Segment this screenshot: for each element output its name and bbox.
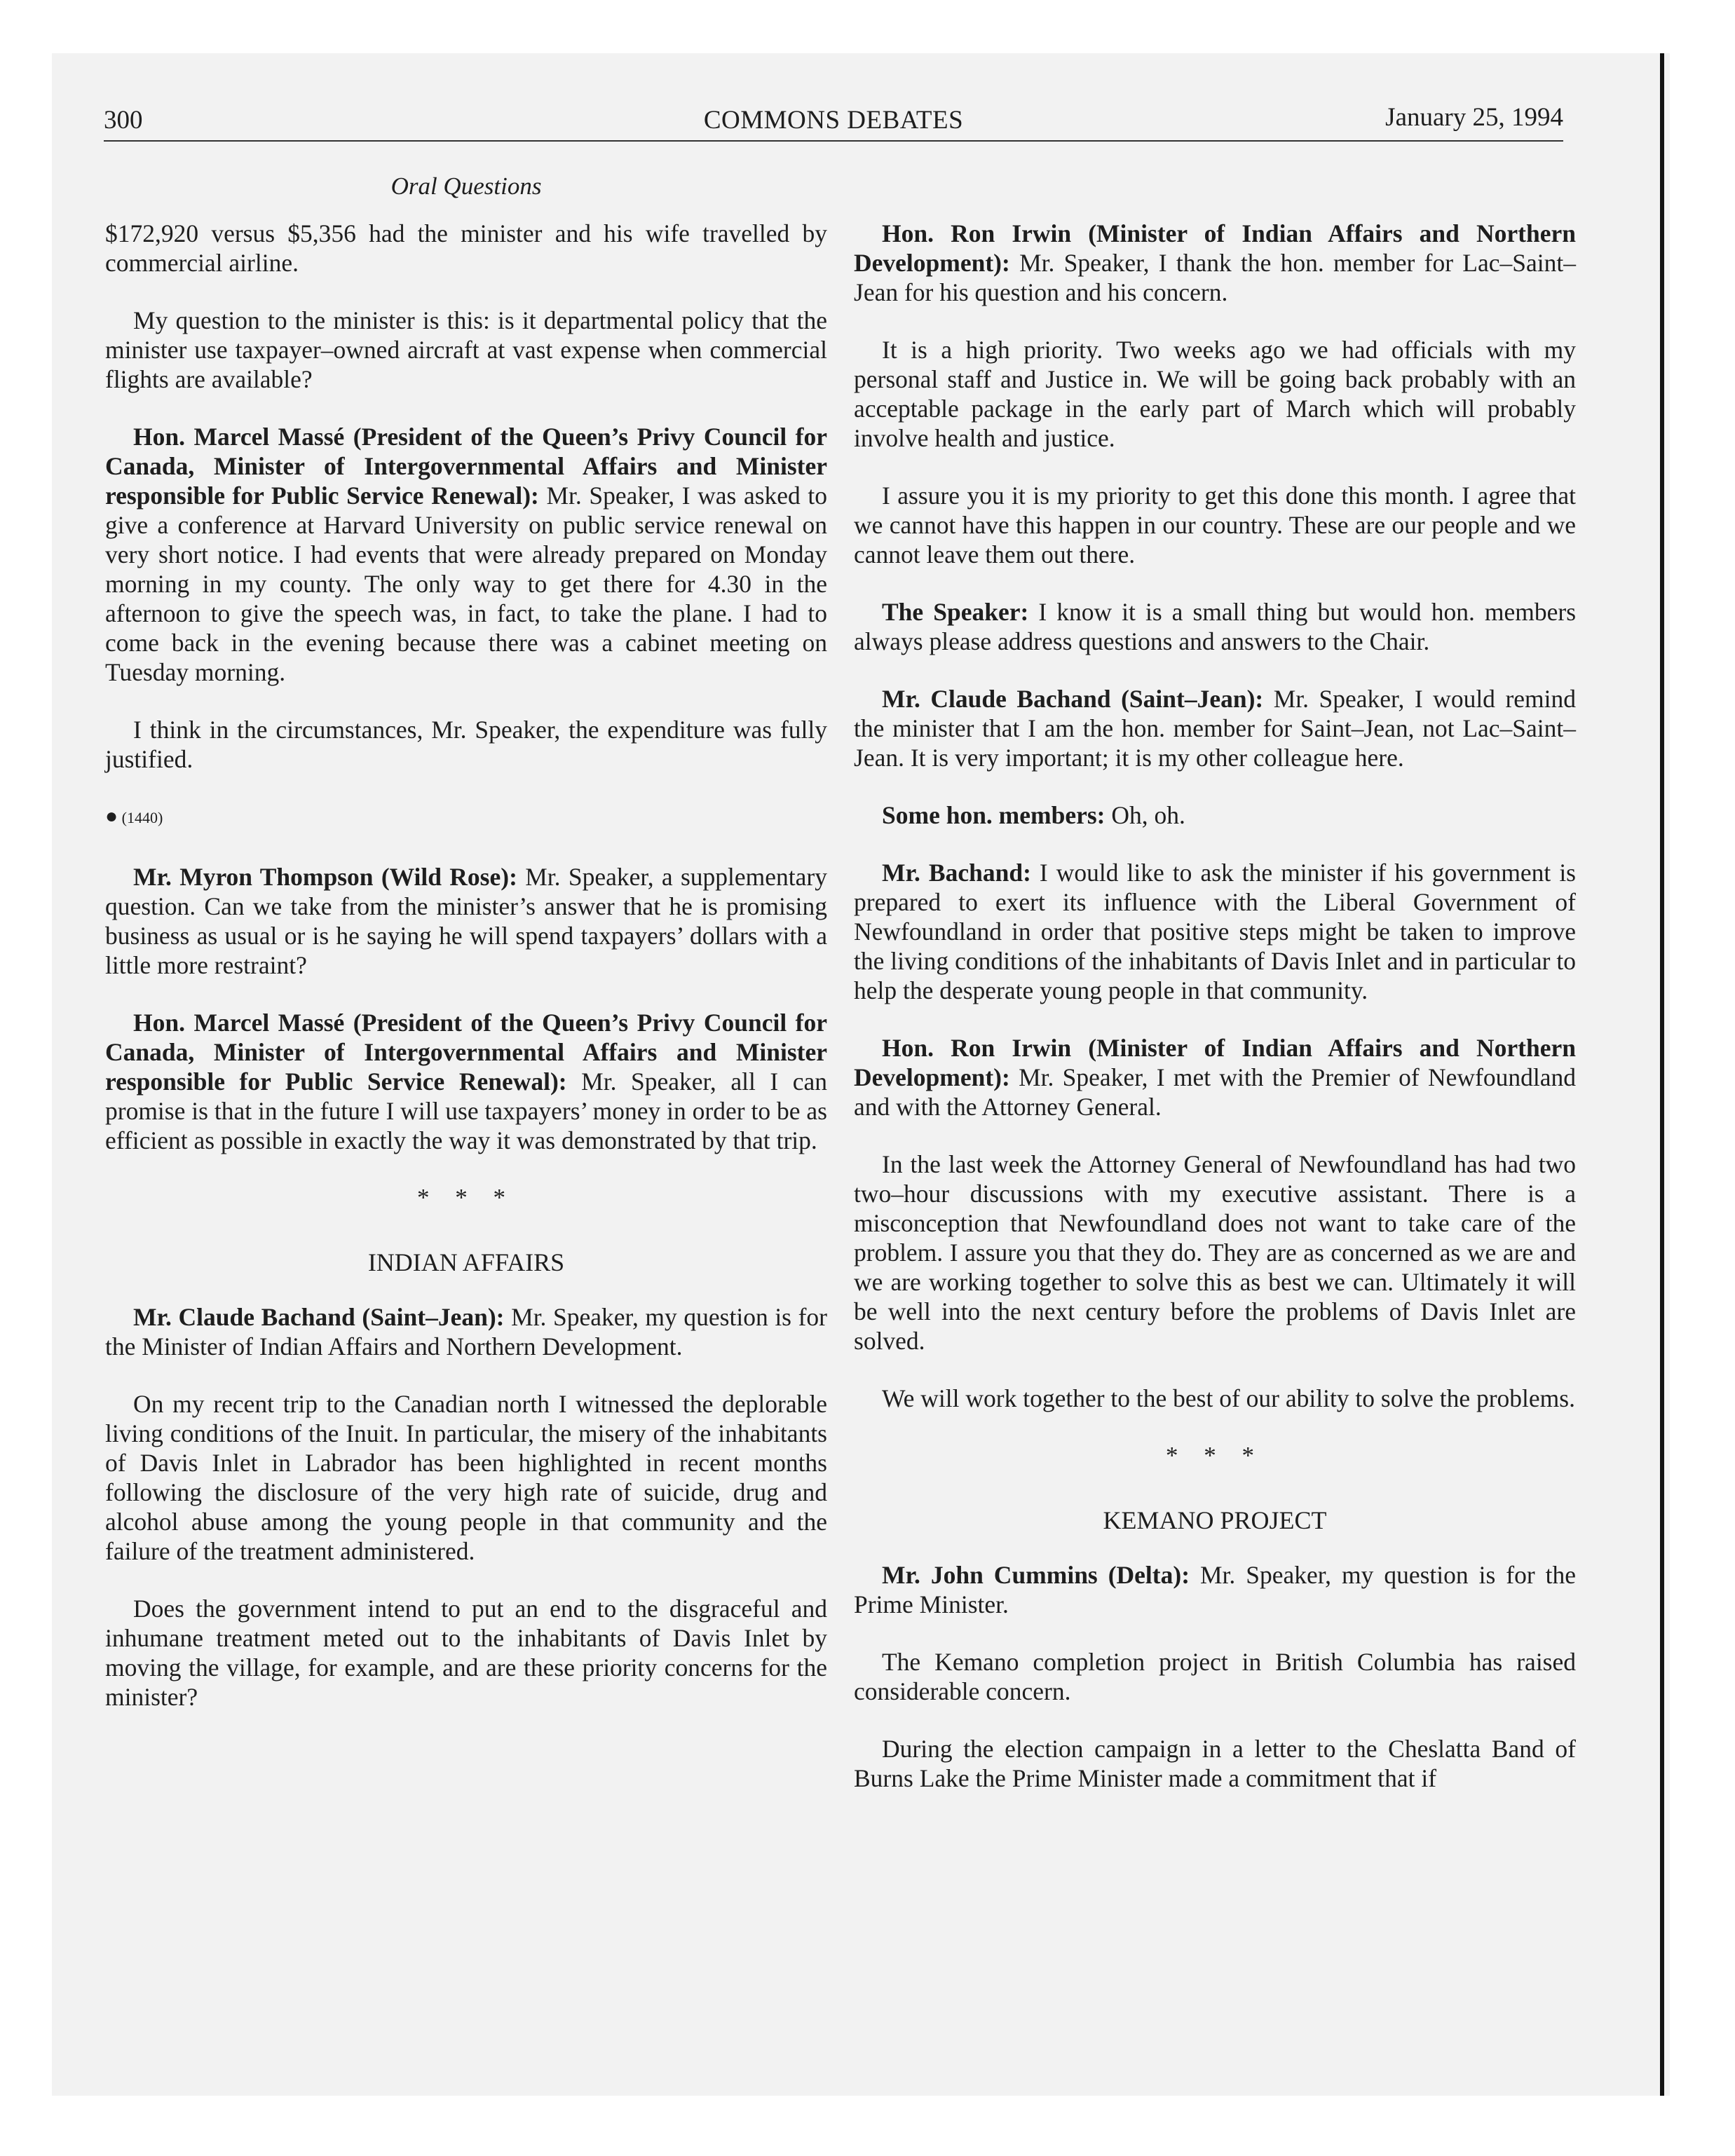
paragraph: It is a high priority. Two weeks ago we had officials with my personal staff and Justice in. We will be going back probably with an acceptable package in the early part of March which will probably involve health and justice. bbox=[854, 336, 1576, 452]
paragraph bbox=[105, 1008, 827, 1155]
speaker-name: Mr. Claude Bachand (Saint–Jean): bbox=[133, 1303, 505, 1331]
page-date: January 25, 1994 bbox=[1385, 103, 1563, 132]
paragraph: $172,920 versus $5,356 had the minister and his wife travelled by commercial airline. bbox=[105, 219, 827, 277]
page-header bbox=[104, 105, 1563, 142]
subject-heading: INDIAN AFFAIRS bbox=[367, 1248, 565, 1276]
speaker-name: Hon. Marcel Massé (President of the Queen’s Privy Council for Canada, Minister of Intergovernmental Affairs and Minister responsible for Public Service Renewal): bbox=[105, 423, 827, 510]
paragraph bbox=[854, 597, 1576, 656]
paragraph bbox=[854, 858, 1576, 1005]
speaker-name: Mr. Claude Bachand (Saint–Jean): bbox=[882, 685, 1264, 713]
paragraph: Does the government intend to put an end to the disgraceful and inhumane treatment meted out to the inhabitants of Davis Inlet by moving the village, for example, and are these priority concerns for the minister? bbox=[105, 1595, 827, 1711]
paragraph bbox=[854, 1033, 1576, 1121]
paragraph bbox=[105, 1302, 827, 1361]
speaker-name: Mr. Myron Thompson (Wild Rose): bbox=[133, 863, 517, 891]
bullet-icon: ● bbox=[105, 805, 118, 828]
speech-text: I know it is a small thing but would hon. members always please address questions and answers to the Chair. bbox=[854, 598, 1577, 655]
time-marker bbox=[105, 802, 827, 833]
section-title: Oral Questions bbox=[390, 172, 542, 200]
scan-edge-bar bbox=[1660, 53, 1664, 2096]
paragraph bbox=[854, 219, 1576, 307]
speaker-name: Mr. Bachand: bbox=[882, 859, 1031, 887]
paragraph bbox=[854, 1560, 1576, 1619]
left-column bbox=[105, 219, 827, 1740]
speaker-name: Hon. Ron Irwin (Minister of Indian Affairs and Northern Development): bbox=[854, 219, 1576, 277]
paragraph bbox=[854, 800, 1576, 830]
paragraph: During the election campaign in a letter to the Cheslatta Band of Burns Lake the Prime Minister made a commitment that if bbox=[854, 1735, 1576, 1792]
speech-text: Mr. Speaker, my question is for the Prime Minister. bbox=[854, 1561, 1576, 1618]
speech-text: I would like to ask the minister if his government is prepared to exert its influence with the Liberal Government of Newfoundland in order that positive steps might be taken to improve the living conditions of the inhabitants of Davis Inlet and in particular to help the desperate young people in that community. bbox=[854, 859, 1576, 1004]
section-separator: * * * bbox=[417, 1184, 515, 1211]
paragraph: On my recent trip to the Canadian north I witnessed the deplorable living conditions of the Inuit. In particular, the misery of the inhabitants of Davis Inlet in Labrador has been highlighted in recent months following the disclosure of the very high rate of suicide, drug and alcohol abuse among the young people in that community and the failure of the treatment administered. bbox=[105, 1390, 827, 1565]
publication-title: COMMONS DEBATES bbox=[703, 106, 964, 135]
speech-text: Oh, oh. bbox=[1105, 801, 1185, 829]
section-separator: * * * bbox=[1166, 1442, 1264, 1469]
speech-text: Mr. Speaker, I would remind the minister that I am the hon. member for Saint–Jean, not Lac–Saint–Jean. It is very important; it is my other colleague here. bbox=[854, 685, 1576, 772]
speech-text: Mr. Speaker, I thank the hon. member for Lac–Saint–Jean for his question and his concern. bbox=[854, 249, 1576, 306]
paragraph: In the last week the Attorney General of Newfoundland has had two two–hour discussions with my executive assistant. There is a misconception that Newfoundland does not want to take care of the problem. I assure you that they do. They are as concerned as we are and we are working together to solve this as best we can. Ultimately it will be well into the next century before the problems of Davis Inlet are solved. bbox=[854, 1150, 1576, 1355]
subject-heading: KEMANO PROJECT bbox=[1103, 1506, 1327, 1534]
paragraph: I assure you it is my priority to get this done this month. I agree that we cannot have this happen in our country. These are our people and we cannot leave them out there. bbox=[854, 482, 1576, 568]
page-number: 300 bbox=[104, 106, 143, 135]
paragraph bbox=[105, 862, 827, 980]
speaker-name: The Speaker: bbox=[882, 598, 1029, 626]
speech-text: Mr. Speaker, I met with the Premier of Newfoundland and with the Attorney General. bbox=[854, 1063, 1576, 1121]
speaker-name: Hon. Marcel Massé (President of the Queen’s Privy Council for Canada, Minister of Intergovernmental Affairs and Minister responsible for Public Service Renewal): bbox=[105, 1009, 827, 1096]
right-column bbox=[854, 219, 1576, 1821]
speech-text: Mr. Speaker, I was asked to give a conference at Harvard University on public service renewal on very short notice. I had events that were already prepared on Monday morning in my county. The only way to get there for 4.30 in the afternoon to give the speech was, in fact, to take the plane. I had to come back in the evening because there was a cabinet meeting on Tuesday morning. bbox=[105, 482, 827, 686]
paragraph: I think in the circumstances, Mr. Speaker, the expenditure was fully justified. bbox=[105, 716, 827, 773]
speech-text: Mr. Speaker, my question is for the Minister of Indian Affairs and Northern Development. bbox=[105, 1303, 827, 1360]
speaker-name: Some hon. members: bbox=[882, 801, 1105, 829]
paragraph: We will work together to the best of our ability to solve the problems. bbox=[882, 1384, 1575, 1412]
paragraph: My question to the minister is this: is it departmental policy that the minister use taxpayer–owned aircraft at vast expense when commercial flights are available? bbox=[105, 306, 827, 393]
paragraph bbox=[854, 684, 1576, 772]
speech-text: Mr. Speaker, all I can promise is that in the future I will use taxpayers’ money in order to be as efficient as possible in exactly the way it was demonstrated by that trip. bbox=[105, 1067, 827, 1154]
paragraph: The Kemano completion project in British Columbia has raised considerable concern. bbox=[854, 1648, 1576, 1705]
speaker-name: Hon. Ron Irwin (Minister of Indian Affairs and Northern Development): bbox=[854, 1034, 1576, 1091]
paragraph bbox=[105, 422, 827, 687]
speech-text: Mr. Speaker, a supplementary question. Can we take from the minister’s answer that he is promising business as usual or is he saying he will spend taxpayers’ dollars with a little more restraint? bbox=[105, 863, 827, 979]
header-rule bbox=[104, 140, 1563, 142]
speaker-name: Mr. John Cummins (Delta): bbox=[882, 1561, 1190, 1589]
time-marker-text: (1440) bbox=[121, 809, 163, 826]
